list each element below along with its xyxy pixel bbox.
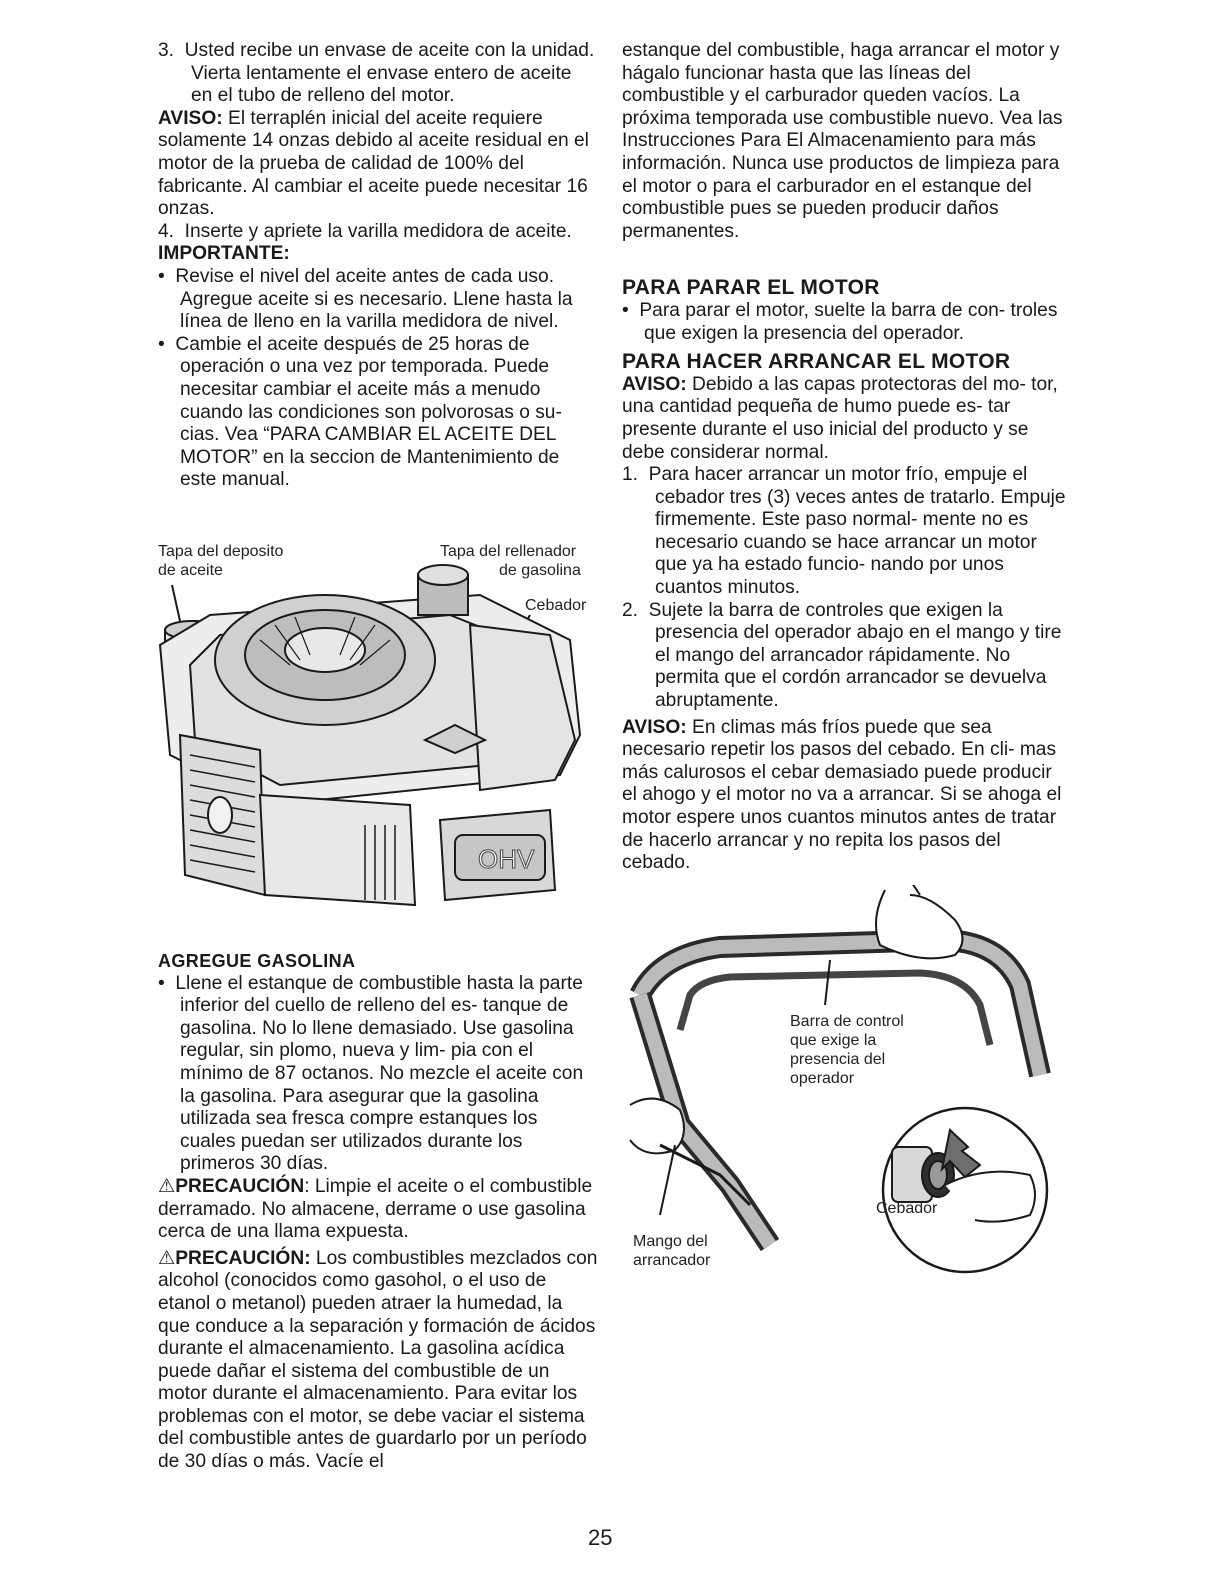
aviso-text: Debido a las capas protectoras del mo- tor, una cantidad pequeña de humo puede es- tar presente durante el uso inicial del producto y se debe considerar normal. (622, 373, 1058, 463)
left-column (158, 40, 598, 492)
precaucion-2 (158, 1248, 598, 1474)
aviso-label: AVISO: (622, 373, 687, 395)
warning-icon: ⚠ (158, 1175, 176, 1197)
importante-heading: IMPORTANTE: (158, 243, 290, 265)
precaucion-2-label: PRECAUCIÓN: (175, 1247, 311, 1269)
precaucion-1-text: : Limpie el aceite o el combustible derramado. No almacene, derrame o use gasolina cerca de una llama expuesta. (158, 1175, 593, 1243)
page-number: 25 (588, 1525, 613, 1550)
label-oil-cap-1: Tapa del deposito (158, 543, 284, 560)
aviso-climate (622, 717, 1070, 875)
label-operator-bar-1: Barra de control (790, 1013, 904, 1030)
aviso-text: En climas más fríos puede que sea necesario repetir los pasos del cebado. En cli- mas más calurosos el cebar demasiado puede producir el ahogo y el motor no va a arrancar. Si se ahoga el motor espere unos cuantos minutos antes de tratar de hacerlo arrancar y no repita los pasos del cebado. (622, 716, 1062, 874)
bullet-oil-level: • Revise el nivel del aceite antes de cada uso. Agregue aceite si es necesario. Llene hasta la línea de lleno en la varilla medidora de nivel. (158, 265, 573, 333)
precaucion-1-label: PRECAUCIÓN (175, 1175, 305, 1197)
label-operator-bar-4: operador (790, 1070, 855, 1087)
label-fuel-cap-1: Tapa del rellenador (440, 543, 577, 560)
label-starter-handle-2: arrancador (633, 1252, 711, 1269)
aviso-smoke (622, 374, 1070, 464)
label-primer: Cebador (525, 597, 587, 614)
bullet-fill-fuel: • Llene el estanque de combustible hasta la parte inferior del cuello de relleno del es- tanque de gasolina. No lo llene demasiado. Use gasolina regular, sin plomo, nueva y lim- pia con el mínimo de 87 octanos. No mezcle el aceite con la gasolina. Para asegurar que la gasolina utilizada sea fresca compre estanques los cuales puedan ser utilizados durante los primeros 30 días. (158, 972, 584, 1175)
label-operator-bar-3: presencia del (790, 1051, 886, 1068)
bullet-oil-change: • Cambie el aceite después de 25 horas de operación o una vez por temporada. Puede necesitar cambiar el aceite más a menudo cuando las condiciones son polvorosas o su- cias. Vea “PARA CAMBIAR EL ACEITE DEL MOTOR” en la seccion de Mantenimiento de este manual. (158, 333, 562, 491)
aviso-oil (158, 108, 598, 221)
warning-icon: ⚠ (158, 1247, 176, 1269)
fuel-storage-continued: estanque del combustible, haga arrancar el motor y hágalo funcionar hasta que las líneas del combustible y el carburador queden vacíos. La próxima temporada use combustible nuevo. Vea las Instrucciones Para El Almacenamiento para más información. Nunca use productos de limpieza para el motor o para el carburador en el estanque del combustible pues se pueden producir daños permanentes. (622, 40, 1063, 242)
precaucion-1 (158, 1176, 598, 1244)
label-operator-bar-2: que exige la (790, 1032, 877, 1049)
aviso-text: El terraplén inicial del aceite requiere solamente 14 onzas debido al aceite residual en el motor de la prueba de calidad de 100% del fabricante. Al cambiar el aceite puede necesitar 16 onzas. (158, 107, 589, 220)
agregue-gasolina-heading: AGREGUE GASOLINA (158, 951, 356, 971)
label-primer-bulb: Cebador (876, 1200, 938, 1217)
ohv-badge: OHV (478, 844, 535, 874)
bullet-stop-engine: • Para parar el motor, suelte la barra de con- troles que exigen la presencia del operador. (622, 299, 1058, 344)
label-fuel-cap-2: de gasolina (499, 562, 581, 579)
right-column (622, 40, 1070, 875)
aviso-label: AVISO: (622, 716, 687, 738)
precaucion-2-text: Los combustibles mezclados con alcohol (conocidos como gasohol, o el uso de etanol o metanol) pueden atraer la humedad, la que conduce a la separación y formación de ácidos durante el almacenamiento. La gasolina acídica puede dañar el sistema del combustible de un motor durante el almacenamiento. Para evitar los problemas con el motor, se debe vaciar el sistema del combustible antes de guardarlo por un período de 30 días o más. Vacíe el (158, 1247, 598, 1473)
step-3: 3. Usted recibe un envase de aceite con la unidad. Vierta lentamente el envase entero de aceite en el tubo de relleno del motor. (158, 40, 595, 107)
aviso-label: AVISO: (158, 107, 223, 129)
left-lower-column (158, 950, 598, 1474)
parar-motor-heading: PARA PARAR EL MOTOR (622, 276, 880, 300)
engine-illustration (150, 555, 600, 930)
label-oil-cap-2: de aceite (158, 562, 223, 579)
start-step-1: 1. Para hacer arrancar un motor frío, empuje el cebador tres (3) veces antes de tratarlo. Empuje firmemente. Este paso normal- mente no es necesario cuando se hace arrancar un motor que ya ha estado funcio- nando por unos cuantos minutos. (622, 464, 1066, 599)
label-starter-handle-1: Mango del (633, 1233, 708, 1250)
arrancar-motor-heading: PARA HACER ARRANCAR EL MOTOR (622, 350, 1011, 374)
start-step-2: 2. Sujete la barra de controles que exigen la presencia del operador abajo en el mango y tire el mango del arrancador rápidamente. No permita que el cordón arrancador se devuelva abruptamente. (622, 599, 1062, 712)
step-4: 4. Inserte y apriete la varilla medidora de aceite. (158, 220, 572, 242)
